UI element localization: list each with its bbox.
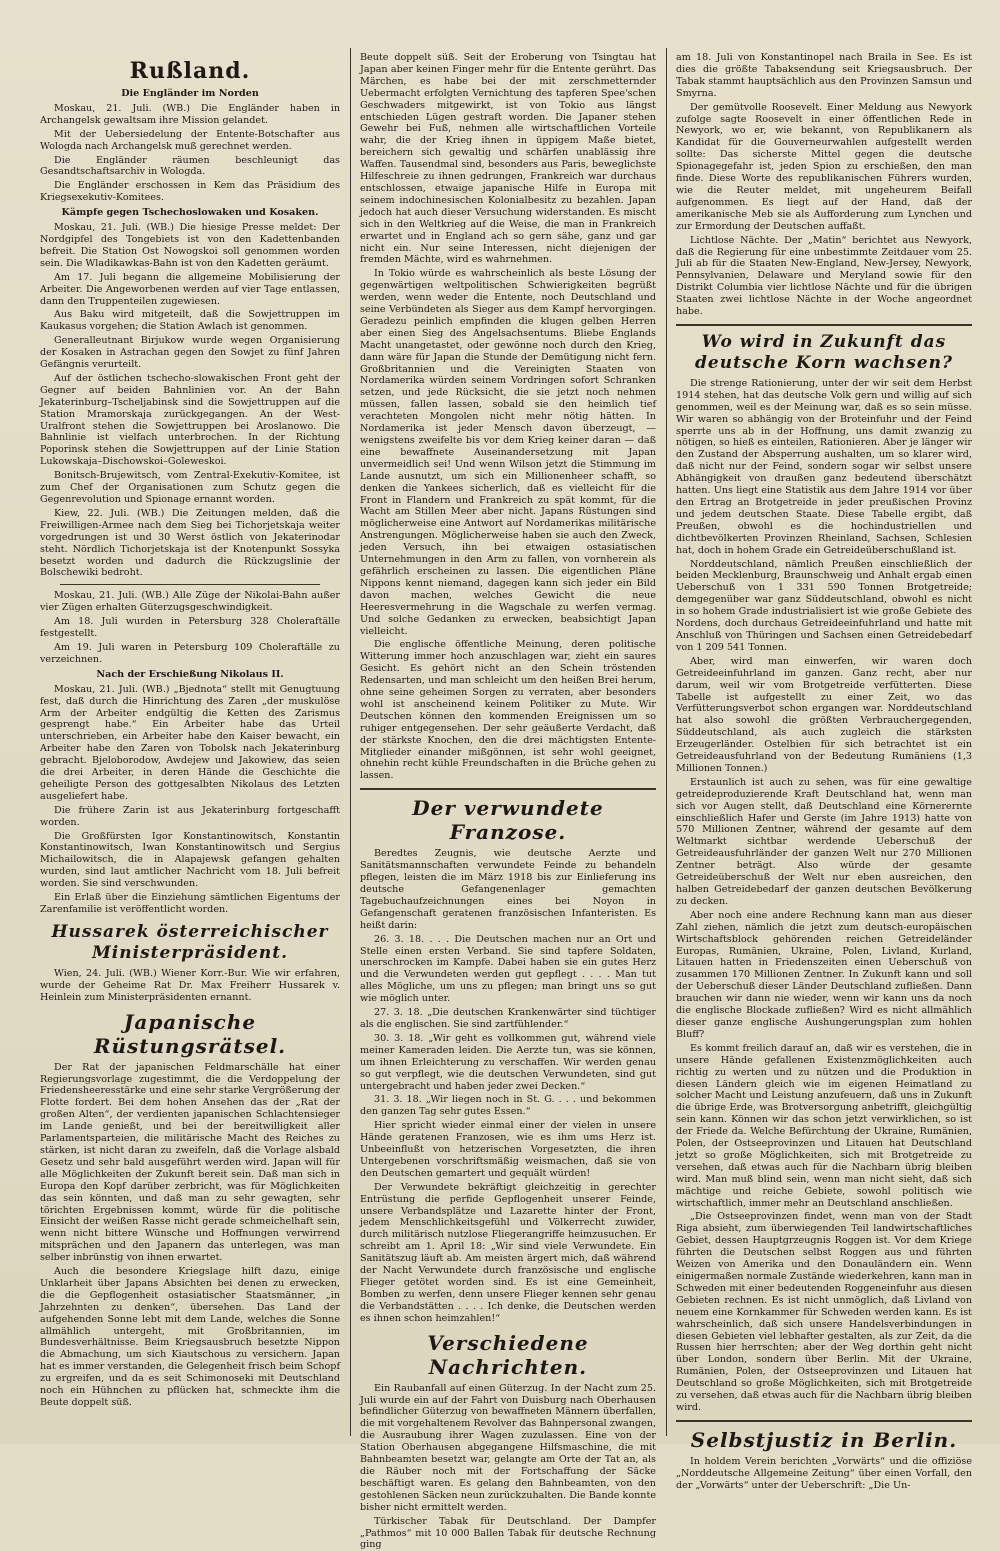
heading-korn: Wo wird in Zukunft das deutsche Korn wachsen? [695,331,953,373]
paragraph: In holdem Verein berichten „Vorwärts“ und die offiziöse „Norddeutsche Allgemeine Zeitung“ über einen Vorfall, den der „Vorwärts“ unter der Ueberschrift: „Die Un- [676,1455,972,1491]
heading-berlin: Selbstjustiz in Berlin. [690,1427,958,1452]
column-1 [40,52,340,1434]
column-rule [350,48,351,1436]
paragraph: Aber noch eine andere Rechnung kann man aus dieser Zahl ziehen, nämlich die jetzt zum deutsch-europäischen Wirtschaftsblock gehörenden reichen Getreideländer Europas, Rumänien, Ukraine, Polen, Livland, Kurland, Litauen hatten in Friedenszeiten einen Ueberschuß von zusammen 170 Millionen Zentner. In Zukunft kann und soll der Ueberschuß dieser Länder Deutschland zufließen. Dann brauchen wir dann nie wieder, wenn wir kann uns da noch die englische Blockade zufließen? Wird es nicht allmählich dieser ganze englische Aushungerungsplan zum hohlen Bluff? [676,909,972,1040]
separator [360,788,656,790]
heading-russland: Rußland. [129,58,251,84]
column-2 [360,52,657,1551]
separator [60,584,320,585]
paragraph: Am 17. Juli begann die allgemeine Mobilisierung der Arbeiter. Die Angeworbenen werden auf vier Tage entlassen, dann den Truppenteilen zugewiesen. [40,271,340,307]
paragraph: Kiew, 22. Juli. (WB.) Die Zeitungen melden, daß die Freiwilligen-Armee nach dem Sieg bei Tichorjetskaja weiter vorgedrungen ist und 30 Werst östlich von Jekaterinodar steht. Nördlich Tichorjetskaja ist der Knotenpunkt Sossyka besetzt worden und dadurch die Rückzugslinie der Bolschewiki bedroht. [40,507,340,579]
paragraph: Der gemütvolle Roosevelt. Einer Meldung aus Newyork zufolge sagte Roosevelt in einer öffentlichen Rede in Newyork, wo er, wie bekannt, von Republikanern als Kandidat für die Gouverneurwahlen aufgestellt werden sollte: Das sicherste Mittel gegen die deutsche Spionagegefahr ist, jeden Spion zu erschießen, den man finde. Diese Worte des republikanischen Führers wurden, wie die Reuter meldet, mit ungeheurem Beifall aufgenommen. Es liegt auf der Hand, daß der amerikanische Meb sie als Aufforderung zum Lynchen und zur Ermordung der Deutschen auffaßt. [676,101,972,232]
heading-hussarek: Hussarek österreichischer Ministerpräsident. [51,921,329,963]
column-rule [666,48,667,1436]
paragraph: Am 18. Juli wurden in Petersburg 328 Choleraftälle festgestellt. [40,616,340,640]
paragraph: Moskau, 21. Juli. (WB.) Die hiesige Presse meldet: Der Nordgipfel des Tongebiets ist von den Kadettenbanden befreit. Die Station Ost Nowogskoi soll genommen worden sein. Die Wladikawkas-Bahn ist von den Kadetten geräumt. [40,222,340,269]
subheading: Die Engländer im Norden [121,88,259,99]
paragraph: Norddeutschland, nämlich Preußen einschließlich der beiden Mecklenburg, Braunschweig und Anhalt ergab einen Ueberschuß von 1 331 590 Tonnen Brotgetreide; demgegenüber war ganz Süddeutschland, obwohl es nicht in so hohem Grade industrialisiert ist wie große Gebiete des Nordens, doch durchaus Getreideeinfuhrland und hatte mit Anschluß von Thüringen und Sachsen einen Getreidebedarf von 1 209 541 Tonnen. [676,558,972,653]
paragraph: Beredtes Zeugnis, wie deutsche Aerzte und Sanitätsmannschaften verwundete Feinde zu behandeln pflegen, leisten die im März 1918 bis zur Einlieferung ins deutsche Gefangenenlager gemachten Tagebuchaufzeichnungen eines bei Noyon in Gefangenschaft geratenen französischen Infanteristen. Es heißt darin: [360,848,656,931]
separator [676,1420,972,1422]
paragraph: Beute doppelt süß. Seit der Eroberung von Tsingtau hat Japan aber keinen Finger mehr für die Entente gerührt. Das Märchen, es habe bei der mit zerschmetternder Uebermacht erfolgten Vernichtung des tapferen Spee'schen Geschwaders mitgewirkt, ist von Tokio aus längst entschieden Lügen gestraft worden. Die Japaner stehen Gewehr bei Fuß, nehmen alle wirtschaftlichen Vorteile wahr, die der Krieg ihnen in üppigem Maße bietet, bereichern sich gewaltig und schärfen unablässig ihre Waffen. Tausendmal sind, besonders aus Paris, beweglichste Hilfeschreie zu ihnen gedrungen, Frankreich war durchaus entschlossen, etwaige japanische Hilfe in Europa mit seinem indochinesischen Kolonialbesitz zu bezahlen. Japan jedoch hat auch dieser Versuchung widerstanden. Es mischt sich in den Weltkrieg auf die Weise, die man in Frankreich erwartet und in England ach so gern sähe, ganz und gar nicht ein. Nur seine Interessen, nicht diejenigen der fremden Mächte, wird es wahrnehmen. [360,52,656,266]
paragraph: 26. 3. 18. . . . Die Deutschen machen nur an Ort und Stelle einen ersten Verband. Sie sind tapfere Soldaten, unerschrocken im Kampfe. Dabei haben sie ein gutes Herz und die Verwundeten werden gut gepflegt . . . . Man tut alles Mögliche, um uns zu pflegen; man bringt uns so gut wie möglich unter. [360,933,656,1005]
paragraph: Die Großfürsten Igor Konstantinowitsch, Konstantin Konstantinowitsch, Iwan Konstantinowitsch und Sergius Michailowitsch, die in Alapajewsk gefangen gehalten wurden, sind laut amtlicher Nachricht vom 18. Juli befreit worden. Sie sind verschwunden. [40,830,340,890]
paragraph: 30. 3. 18. „Wir geht es vollkommen gut, während viele meiner Kameraden leiden. Die Aerzte tun, was sie können, um ihnen Erleichterung zu verschaffen. Wir werden genau so gut verpflegt, wie die deutschen Verwundeten, sind gut untergebracht und haben jeder zwei Decken.“ [360,1032,656,1092]
paragraph: Die Engländer erschossen in Kem das Präsidium des Kriegsexekutiv-Komitees. [40,180,340,204]
paragraph: Der Rat der japanischen Feldmarschälle hat einer Regierungsvorlage zugestimmt, die die Verdoppelung der Friedensheeresstärke und eine sehr starke Vergrößerung der Flotte fordert. Bei dem hohen Ansehen das der „Rat der großen Alten“, der verdienten japanischen Schlachtensieger im Lande genießt, und bei der bereitwilligkeit aller Parlamentsparteien, die militärische Macht des Reiches zu stärken, ist nicht daran zu zweifeln, daß die Vorlage alsbald Gesetz und sehr bald ausgeführt werden wird. Japan will für alle Möglichkeiten der Zukunft bereit sein. Daß man sich in Europa den Kopf darüber zerbricht, was für Möglichkeiten das sein könnten, und daß man zu sehr gewagten, sehr törichten Ergebnissen kommt, würde für die politische Einsicht der weißen Rasse nicht gerade schmeichelhaft sein, wenn nicht bittere Wünsche und Hoffnungen verwirrend mitsprächen und den Japanern das unterlegen, was man selber inbrünstig von ihnen erwartet. [40,1061,340,1264]
paragraph: Die Engländer räumen beschleunigt das Gesandtschaftsarchiv in Wologda. [40,154,340,178]
paragraph: 31. 3. 18. „Wir liegen noch in St. G. . . . und bekommen den ganzen Tag sehr gutes Essen.“ [360,1094,656,1118]
paragraph: Es kommt freilich darauf an, daß wir es verstehen, die in unsere Hände gefallenen Existenzmöglichkeiten auch richtig zu werten und zu nützen und die Produktion in diesen Ländern gleich wie im eigenen Heimatland zu solcher Macht und Leistung anzufeuern, daß uns in Zukunft die übrige Erde, was Brotversorgung anbetrifft, gleichgültig sein kann. Können wir das schon jetzt verwirklichen, so ist der Friede da. Welche Befürchtung der Ukraine, Rumänien, Polen, der Ostseeprovinzen und Litauen hat Deutschland jetzt so große Möglichkeiten, sich mit Brotgetreide zu versehen, daß etwas auch für die Nachbarn übrig bleiben wird. Man muß blind sein, wenn man nicht sieht, daß sich mächtige und reiche Gebiete, sowohl politisch wie wirtschaftlich, immer mehr an Deutschland anschließen. [676,1042,972,1209]
paragraph: Wien, 24. Juli. (WB.) Wiener Korr.-Bur. Wie wir erfahren, wurde der Geheime Rat Dr. Max Freiherr Hussarek v. Heinlein zum Ministerpräsidenten ernannt. [40,967,340,1003]
paragraph: Die strenge Rationierung, unter der wir seit dem Herbst 1914 stehen, hat das deutsche Volk gern und willig auf sich genommen, weil es der Meinung war, daß es so sein müsse. Wir waren so abhängig von der Broteinfuhr und der Feind sperrte uns ab in der Hoffnung, uns damit zwanzig zu nötigen, so hieß es einteilen, Rationieren. Aber je länger wir den Zustand der Absperrung aushalten, um so klarer wird, daß nicht nur der Feind, sondern sogar wir selbst unsere Abhängigkeit von draußen ganz bedeutend überschätzt hatten. Uns liegt eine Statistik aus dem Jahre 1914 vor über den Ertrag an Brotgetreide in jeder preußischen Provinz und jedem deutschen Staate. Diese Tabelle ergibt, daß Preußen, obwohl es die hochindustriellen und dichtbevölkerten Provinzen Rheinland, Sachsen, Schlesien hat, doch in hohem Grade ein Getreideüberschußland ist. [676,377,972,556]
paragraph: „Die Ostseeprovinzen findet, wenn man von der Stadt Riga absieht, zum überwiegenden Teil landwirtschaftliches Gebiet, dessen Hauptgrzeugnis Roggen ist. Vor dem Kriege führten die Deutschen selbst Roggen aus und führten Weizen von Amerika und den Donauländern ein. Wenn einigermaßen normale Zustände wiederkehren, kann man in Schweden mit einer bedeutenden Roggeneinfuhr aus diesen Gebieten rechnen. Es ist nicht unmöglich, daß Livland von neuem eine Kornkammer für Schweden werden kann. Es ist wahrscheinlich, daß sich unsere Handelsverbindungen in diesen Gebieten viel lebhafter gestalten, als zur Zeit, da die Russen hier herrschten; aber der Weg dorthin geht nicht über London, sondern über Berlin. Mit der Ukraine, Rumänien, Polen, der Ostseeprovinzen und Litauen hat Deutschland so große Möglichkeiten, sich mit Brotgetreide zu versehen, daß etwas auch für die Nachbarn übrig bleiben wird. [676,1211,972,1413]
subheading: Nach der Erschießung Nikolaus II. [96,668,284,680]
paragraph: Türkischer Tabak für Deutschland. Der Dampfer „Pathmos“ mit 10 000 Ballen Tabak für deutsche Rechnung ging [360,1515,656,1551]
paragraph: Ein Raubanfall auf einen Güterzug. In der Nacht zum 25. Juli wurde ein auf der Fahrt von Duisburg nach Oberhausen befindlicher Güterzug von bewaffneten Männern überfallen, die mit vorgehaltenem Revolver das Bahnpersonal zwangen, die Ausraubung ihrer Wagen zuzulassen. Eine von der Station Oberhausen abgegangene Hilfsmaschine, die mit Bahnbeamten besetzt war, gelangte am Orte der Tat an, als die Räuber noch mit der Fortschaffung der Säcke beschäftigt waren. Es gelang den Bahnbeamten, von den gestohlenen Säcken neun zurückzuhalten. Die Bande konnte bisher nicht ermittelt werden. [360,1382,657,1513]
paragraph: Aus Baku wird mitgeteilt, daß die Sowjettruppen im Kaukasus vorgehen; die Station Awlach ist genommen. [40,309,340,333]
heading-nachrichten: Verschiedene Nachrichten. [427,1330,589,1379]
paragraph: Ein Erlaß über die Einziehung sämtlichen Eigentums der Zarenfamilie ist veröffentlicht worden. [40,892,340,915]
paragraph: 27. 3. 18. „Die deutschen Krankenwärter sind tüchtiger als die englischen. Sie sind zartfühlender.“ [360,1007,656,1030]
paragraph: Die frühere Zarin ist aus Jekaterinburg fortgeschafft worden. [40,804,340,828]
column-3 [676,52,972,1491]
paragraph: Moskau, 21. Juli. (WB.) Alle Züge der Nikolai-Bahn außer vier Zügen erhalten Güterzugsgeschwindigkeit. [40,590,340,614]
paragraph: am 18. Juli von Konstantinopel nach Braila in See. Es ist dies die größte Tabaksendung seit Kriegsausbruch. Der Tabak stammt hauptsächlich aus den Provinzen Samsun und Smyrna. [676,52,972,99]
heading-franzose: Der verwundete Franzose. [412,796,604,845]
paragraph: Lichtlose Nächte. Der „Matin“ berichtet aus Newyork, daß die Regierung für eine unbestimmte Zeitdauer vom 25. Juli ab für die Staaten New-England, New-Jersey, Newyork, Pennsylvanien, Delaware und Meryland sowie für den Distrikt Columbia vier lichtlose Nächte und für die übrigen Staaten zwei lichtlose Nächte in der Woche angeordnet habe. [676,234,972,318]
paragraph: Auf der östlichen tschecho-slowakischen Front geht der Gegner auf beiden Bahnlinien vor. An der Bahn Jekaterinburg–Tscheljabinsk sind die Sowjettruppen auf die Station Mramorskaja zurückgegangen. An der West-Uralfront stehen die Sowjettruppen bei Aroslanowo. Die Bahnlinie ist vielfach unterbrochen. In der Richtung Poporinsk stehen die Sowjettruppen auf der Linie Station Lukowskaja–Dischowskoi–Goleweskoi. [40,372,340,468]
paragraph: Auch die besondere Kriegslage hilft dazu, einige Unklarheit über Japans Absichten bei denen zu erwecken, die die Gepflogenheit ostasiatischer Staatsmänner, „in Jahrzehnten zu denken“, übersehen. Das Land der aufgehenden Sonne lebt mit dem Lande, welches die Sonne allmählich untergeht, mit Großbritannien, im Bundesverhältnisse. Beim Kriegsausbruch besetzte Nippon die Abmachung, um sich Kiautschous zu versichern. Japan hat es immer verstanden, die Gelegenheit frisch beim Schopf zu ergreifen, und da es seit Schimonoseki mit Deutschland noch ein Hühnchen zu pflücken hat, schmeckte ihm die Beute doppelt süß. [40,1266,340,1408]
separator [676,324,972,326]
paragraph: Moskau, 21. Juli. (WB.) Die Engländer haben in Archangelsk gewaltsam ihre Mission gelandet. [40,102,340,126]
paragraph: Aber, wird man einwerfen, wir waren doch Getreideeinfuhrland im ganzen. Ganz recht, aber nur darum, weil wir vom Brotgetreide verfütterten. Diese Tabelle ist aufgestellt zu einer Zeit, wo das Verfütterungsverbot schon ergangen war. Norddeutschland hat also sowohl die größten Verbrauchergegenden, Süddeutschland, als auch zugleich die stärksten Erzeugerländer. Ostelbien für sich betrachtet ist ein Getreideausfuhrland von der Bedeutung Rumäniens (1,3 Millionen Tonnen.) [676,655,972,774]
paragraph: Erstaunlich ist auch zu sehen, was für eine gewaltige getreideproduzierende Kraft Deutschland hat, wenn man sich vor Augen stellt, daß Deutschland eine Körnerernte einschließlich Hafer und Gerste (im Jahre 1913) hatte von 570 Millionen Zentner, während der gesamte auf dem Weltmarkt sichtbar werdende Ueberschuß der Getreideausfuhrländer der ganzen Welt nur 270 Millionen Zentner beträgt. Also würde der gesamte Getreideüberschuß der Welt nur eben ausreichen, den halben Getreidebedarf der ganzen deutschen Bevölkerung zu decken. [676,776,972,907]
subheading: Kämpfe gegen Tschechoslowaken und Kosaken. [61,207,319,219]
paragraph: Moskau, 21. Juli. (WB.) „Bjednota“ stellt mit Genugtuung fest, daß durch die Hinrichtung des Zaren „der muskulöse Arm der Arbeiter endgültig die Ketten des Zarismus gesprengt habe.“ Ein Arbeiter habe das Urteil unterschrieben, ein Arbeiter habe den Kaiser bewacht, ein Arbeiter habe den Zaren von Tobolsk nach Jekaterinburg gebracht. Bjeloborodow, Awdejew und Jakowiew, das seien die drei Arbeiter, in deren Hände die Geschichte die geheiligte Person des gottgesalbten Nikolaus des Letzten ausgeliefert habe. [40,683,340,802]
paragraph: Am 19. Juli waren in Petersburg 109 Choleraftälle zu verzeichnen. [40,641,340,665]
paragraph: Der Verwundete bekräftigt gleichzeitig in gerechter Entrüstung die perfide Gepflogenheit unserer Feinde, unsere Verbandsplätze und Lazarette hinter der Front, jedem Menschlichkeitsgefühl und Völkerrecht zuwider, durch militärisch nutzlose Fliegerangriffe heimzusuchen. Er schreibt am 1. April 18: „Wir sind viele Verwundete. Ein Sanitätszug läuft ab. Am meisten ärgert mich, daß während der Nacht Verwundete durch französische und englische Flieger getötet worden sind. Es ist eine Gemeinheit, Bomben zu werfen, denn unsere Flieger kennen sehr genau die Verbandstätten . . . . Ich denke, die Deutschen werden es ihnen schon heimzahlen!“ [360,1181,656,1324]
paragraph: In Tokio würde es wahrscheinlich als beste Lösung der gegenwärtigen weltpolitischen Schwierigkeiten begrüßt werden, wenn weder die Entente, noch Deutschland und seine Verbündeten als Sieger aus dem Kampf hervorgingen. Geradezu peinlich empfinden die klugen gelben Herren aber einen Sieg des Angelsachsentums. Bliebe Englands Macht unangetastet, oder gewönne noch durch den Krieg, dann wäre für Japan die Stunde der Demütigung nicht fern. Großbritannien und die Vereinigten Staaten von Nordamerika würden seinem Vordringen sofort Schranken setzen, und jede Rücksicht, die sie jetzt noch nehmen müssen, fallen lassen, sobald sie den heimlich tief verachteten Mongolen nicht mehr nötig hätten. In Nordamerika ist jeder Mensch davon überzeugt, — wenigstens zweifelte bis vor dem Krieg keiner daran — daß eine bewaffnete Auseinandersetzung mit Japan unvermeidlich sei! Und wenn Wilson jetzt die Stimmung im Lande ausnutzt, um sich ein Millionenheer schafft, so denken die Yankees sicherlich, daß es vielleicht für die Front in Flandern und Frankreich zu spät kommt, für die Wacht am Stillen Meer aber nicht. Japans Rüstungen sind möglicherweise eine Antwort auf Nordamerikas militärische Anstrengungen. Möglicherweise haben sie auch den Zweck, jeden Versuch, ihn bei etwaigen ostasiatischen Unternehmungen in den Arm zu fallen, von vornherein als gefährlich erscheinen zu lassen. Die eigentlichen Pläne Nippons kennt niemand, dagegen kann sich jeder ein Bild davon machen, welches Gewicht die neue Heeresvermehrung in die Wagschale zu werfen vermag. Und solche Gedanken zu erwecken, beabsichtigt Japan vielleicht. [360,268,656,637]
paragraph: Generalleutnant Birjukow wurde wegen Organisierung der Kosaken in Astrachan gegen den Sowjet zu fünf Jahren Gefängnis verurteilt. [40,335,340,371]
paragraph: Die englische öffentliche Meinung, deren politische Witterung immer hoch anzuschlagen war, zieht ein saures Gesicht. Es gehört nicht an den Schein tröstenden Redensarten, und man schleicht um den heißen Brei herum, ohne seine geheimen Sorgen zu verraten, aber besonders wohl ist anscheinend keinem Politiker zu Mute. Wir Deutschen können den kommenden Ereignissen um so ruhiger entgegensehen. Der sehr geäußerte Verdacht, daß der stärkste Knochen, den die drei mächtigsten Entente-Mitglieder einander mißgönnen, ist sehr wohl geeignet, ohnehin recht kühle Freundschaften in die Brüche gehen zu lassen. [360,639,656,782]
paragraph: Mit der Uebersiedelung der Entente-Botschafter aus Wologda nach Archangelsk muß gerechnet werden. [40,128,340,152]
paragraph: Bonitsch-Brujewitsch, vom Zentral-Exekutiv-Komitee, ist zum Chef der Organisationen zum Schutz gegen die Gegenrevolution und Spionage ernannt worden. [40,470,340,505]
paragraph: Hier spricht wieder einmal einer der vielen in unsere Hände geratenen Franzosen, wie es ihm ums Herz ist. Unbeeinflußt von hetzerischen Vorgesetzten, die ihren Untergebenen vorschriftsmäßig weismachen, daß sie von den Deutschen gemartert und gequält würden! [360,1120,656,1179]
heading-japan: Japanische Rüstungsrätsel. [93,1009,287,1058]
